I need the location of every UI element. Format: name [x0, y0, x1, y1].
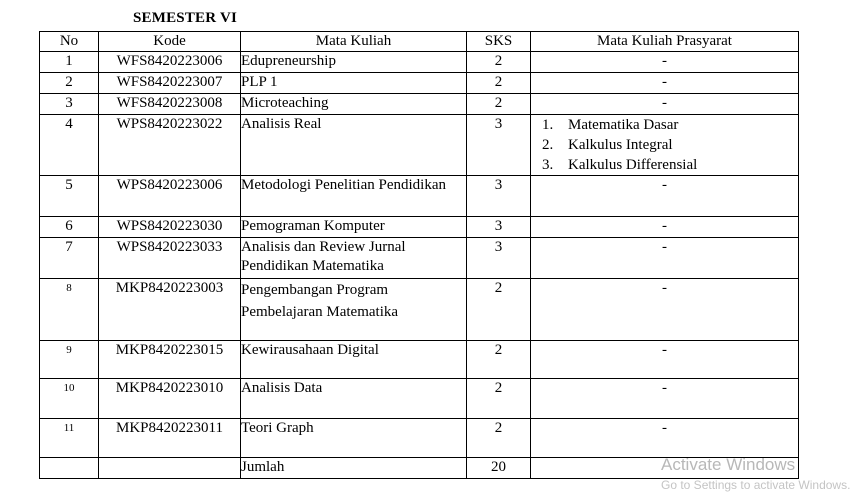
- row-prasyarat: -: [531, 419, 799, 458]
- list-item-number: 2.: [542, 137, 554, 153]
- row-kode: MKP8420223010: [99, 379, 241, 419]
- row-mata-kuliah: Pemograman Komputer: [241, 217, 467, 238]
- row-mata-kuliah: Analisis Data: [241, 379, 467, 419]
- row-kode: MKP8420223003: [99, 279, 241, 341]
- list-item-number: 1.: [542, 117, 554, 133]
- table-row: [40, 217, 799, 238]
- row-prasyarat: -: [531, 73, 799, 94]
- table-row: [40, 115, 799, 176]
- row-mata-kuliah: Analisis dan Review Jurnal Pendidikan Matematika: [241, 238, 467, 279]
- row-mata-kuliah: Metodologi Penelitian Pendidikan: [241, 176, 467, 217]
- table-row: [40, 341, 799, 379]
- semester-title: SEMESTER VI: [133, 10, 238, 26]
- row-sks: 2: [467, 73, 531, 94]
- row-no: 11: [40, 419, 99, 458]
- list-item-text: Kalkulus Integral: [568, 137, 673, 153]
- row-no: 7: [40, 238, 99, 279]
- row-sks: 3: [467, 115, 531, 176]
- row-kode: MKP8420223011: [99, 419, 241, 458]
- activate-windows-subtitle: Go to Settings to activate Windows.: [661, 478, 850, 492]
- header-mata-kuliah: Mata Kuliah: [241, 32, 467, 52]
- list-item-text: Matematika Dasar: [568, 117, 679, 133]
- row-sks: 2: [467, 52, 531, 73]
- table-row: [40, 419, 799, 458]
- table-header-row: [40, 32, 799, 52]
- row-kode: MKP8420223015: [99, 341, 241, 379]
- row-prasyarat: -: [531, 341, 799, 379]
- row-no: 2: [40, 73, 99, 94]
- row-no: 6: [40, 217, 99, 238]
- table-row: [40, 176, 799, 217]
- row-no: 10: [40, 379, 99, 419]
- row-kode: WPS8420223022: [99, 115, 241, 176]
- row-sks: 2: [467, 279, 531, 341]
- row-no: 4: [40, 115, 99, 176]
- row-prasyarat: -: [531, 379, 799, 419]
- row-prasyarat: -: [531, 176, 799, 217]
- row-mata-kuliah: Edupreneurship: [241, 52, 467, 73]
- list-item: [542, 155, 798, 175]
- row-sks: 2: [467, 419, 531, 458]
- table-row: [40, 379, 799, 419]
- row-no: 5: [40, 176, 99, 217]
- row-mata-kuliah: Analisis Real: [241, 115, 467, 176]
- row-sks: 3: [467, 238, 531, 279]
- row-kode: WFS8420223008: [99, 94, 241, 115]
- total-no-empty: [40, 458, 99, 479]
- row-prasyarat: -: [531, 279, 799, 341]
- row-kode: WPS8420223006: [99, 176, 241, 217]
- prasyarat-list: [531, 115, 798, 175]
- row-prasyarat: -: [531, 238, 799, 279]
- table-row: [40, 73, 799, 94]
- table-row: [40, 52, 799, 73]
- row-no: 3: [40, 94, 99, 115]
- table-row: [40, 238, 799, 279]
- header-sks: SKS: [467, 32, 531, 52]
- row-mata-kuliah: Microteaching: [241, 94, 467, 115]
- row-kode: WPS8420223030: [99, 217, 241, 238]
- row-sks: 3: [467, 176, 531, 217]
- header-kode: Kode: [99, 32, 241, 52]
- row-sks: 2: [467, 379, 531, 419]
- row-sks: 3: [467, 217, 531, 238]
- row-prasyarat: [531, 115, 799, 176]
- total-kode-empty: [99, 458, 241, 479]
- row-kode: WFS8420223006: [99, 52, 241, 73]
- list-item-text: Kalkulus Differensial: [568, 157, 698, 173]
- row-sks: 2: [467, 341, 531, 379]
- row-prasyarat: -: [531, 94, 799, 115]
- row-mata-kuliah: PLP 1: [241, 73, 467, 94]
- course-table: [39, 31, 799, 479]
- row-mata-kuliah: Teori Graph: [241, 419, 467, 458]
- list-item: [542, 135, 798, 155]
- row-no: 1: [40, 52, 99, 73]
- row-kode: WFS8420223007: [99, 73, 241, 94]
- table-row: [40, 279, 799, 341]
- row-no: 9: [40, 341, 99, 379]
- table-row: [40, 94, 799, 115]
- total-label: Jumlah: [241, 458, 467, 479]
- row-kode: WPS8420223033: [99, 238, 241, 279]
- total-sks: 20: [467, 458, 531, 479]
- row-sks: 2: [467, 94, 531, 115]
- header-prasyarat: Mata Kuliah Prasyarat: [531, 32, 799, 52]
- row-mata-kuliah: Pengembangan Program Pembelajaran Matematika: [241, 279, 467, 341]
- row-prasyarat: -: [531, 217, 799, 238]
- row-no: 8: [40, 279, 99, 341]
- list-item-number: 3.: [542, 157, 554, 173]
- header-no: No: [40, 32, 99, 52]
- row-prasyarat: -: [531, 52, 799, 73]
- list-item: [542, 115, 798, 135]
- activate-windows-watermark: Activate Windows: [661, 455, 796, 474]
- row-mata-kuliah: Kewirausahaan Digital: [241, 341, 467, 379]
